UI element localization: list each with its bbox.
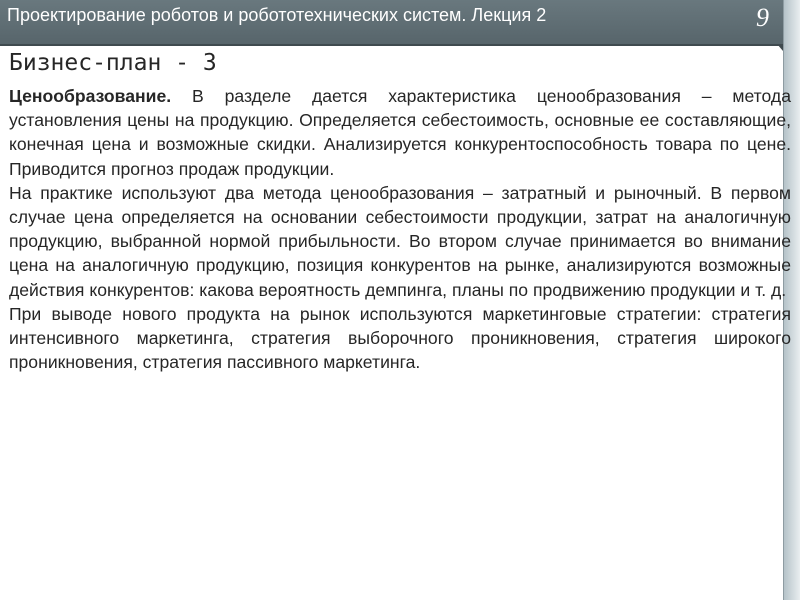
page-number: 9 xyxy=(756,3,769,32)
paragraph-pricing xyxy=(9,84,791,181)
paragraph-text: В разделе дается характеристика ценообразования – метода установления цены на продукцию. Определяется себестоимость, основные ее составляющие, конечная цена и возможные скидки. Анализируется конкурентоспособность товара по цене. Приводится прогноз продаж продукции. xyxy=(9,86,791,179)
lecture-title: Проектирование роботов и робототехнических систем. Лекция 2 xyxy=(7,5,547,25)
paragraph-lead: Ценообразование. xyxy=(9,86,172,106)
paragraph-text: На практике используют два метода ценообразования – затратный и рыночный. В первом случае цена определяется на основании себестоимости продукции, затрат на аналогичную продукцию, выбранной нормой прибыльности. Во втором случае принимается во внимание цена на аналогичную продукцию, позиция конкурентов на рынке, анализируются возможные действия конкурентов: какова вероятность демпинга, планы по продвижению продукции и т. д. xyxy=(9,182,791,300)
corner-triangle-decoration xyxy=(777,44,783,51)
slide-title: Бизнес-план - 3 xyxy=(9,50,217,76)
paragraph-pricing-methods xyxy=(9,181,791,302)
header-bar xyxy=(0,0,783,46)
paragraph-marketing-strategies xyxy=(9,302,791,375)
paragraph-text: При выводе нового продукта на рынок используются маркетинговые стратегии: стратегия интенсивного маркетинга, стратегия выборочного проникновения, стратегия широкого проникновения, стратегия пассивного маркетинга. xyxy=(9,303,791,373)
slide-body xyxy=(9,84,791,374)
